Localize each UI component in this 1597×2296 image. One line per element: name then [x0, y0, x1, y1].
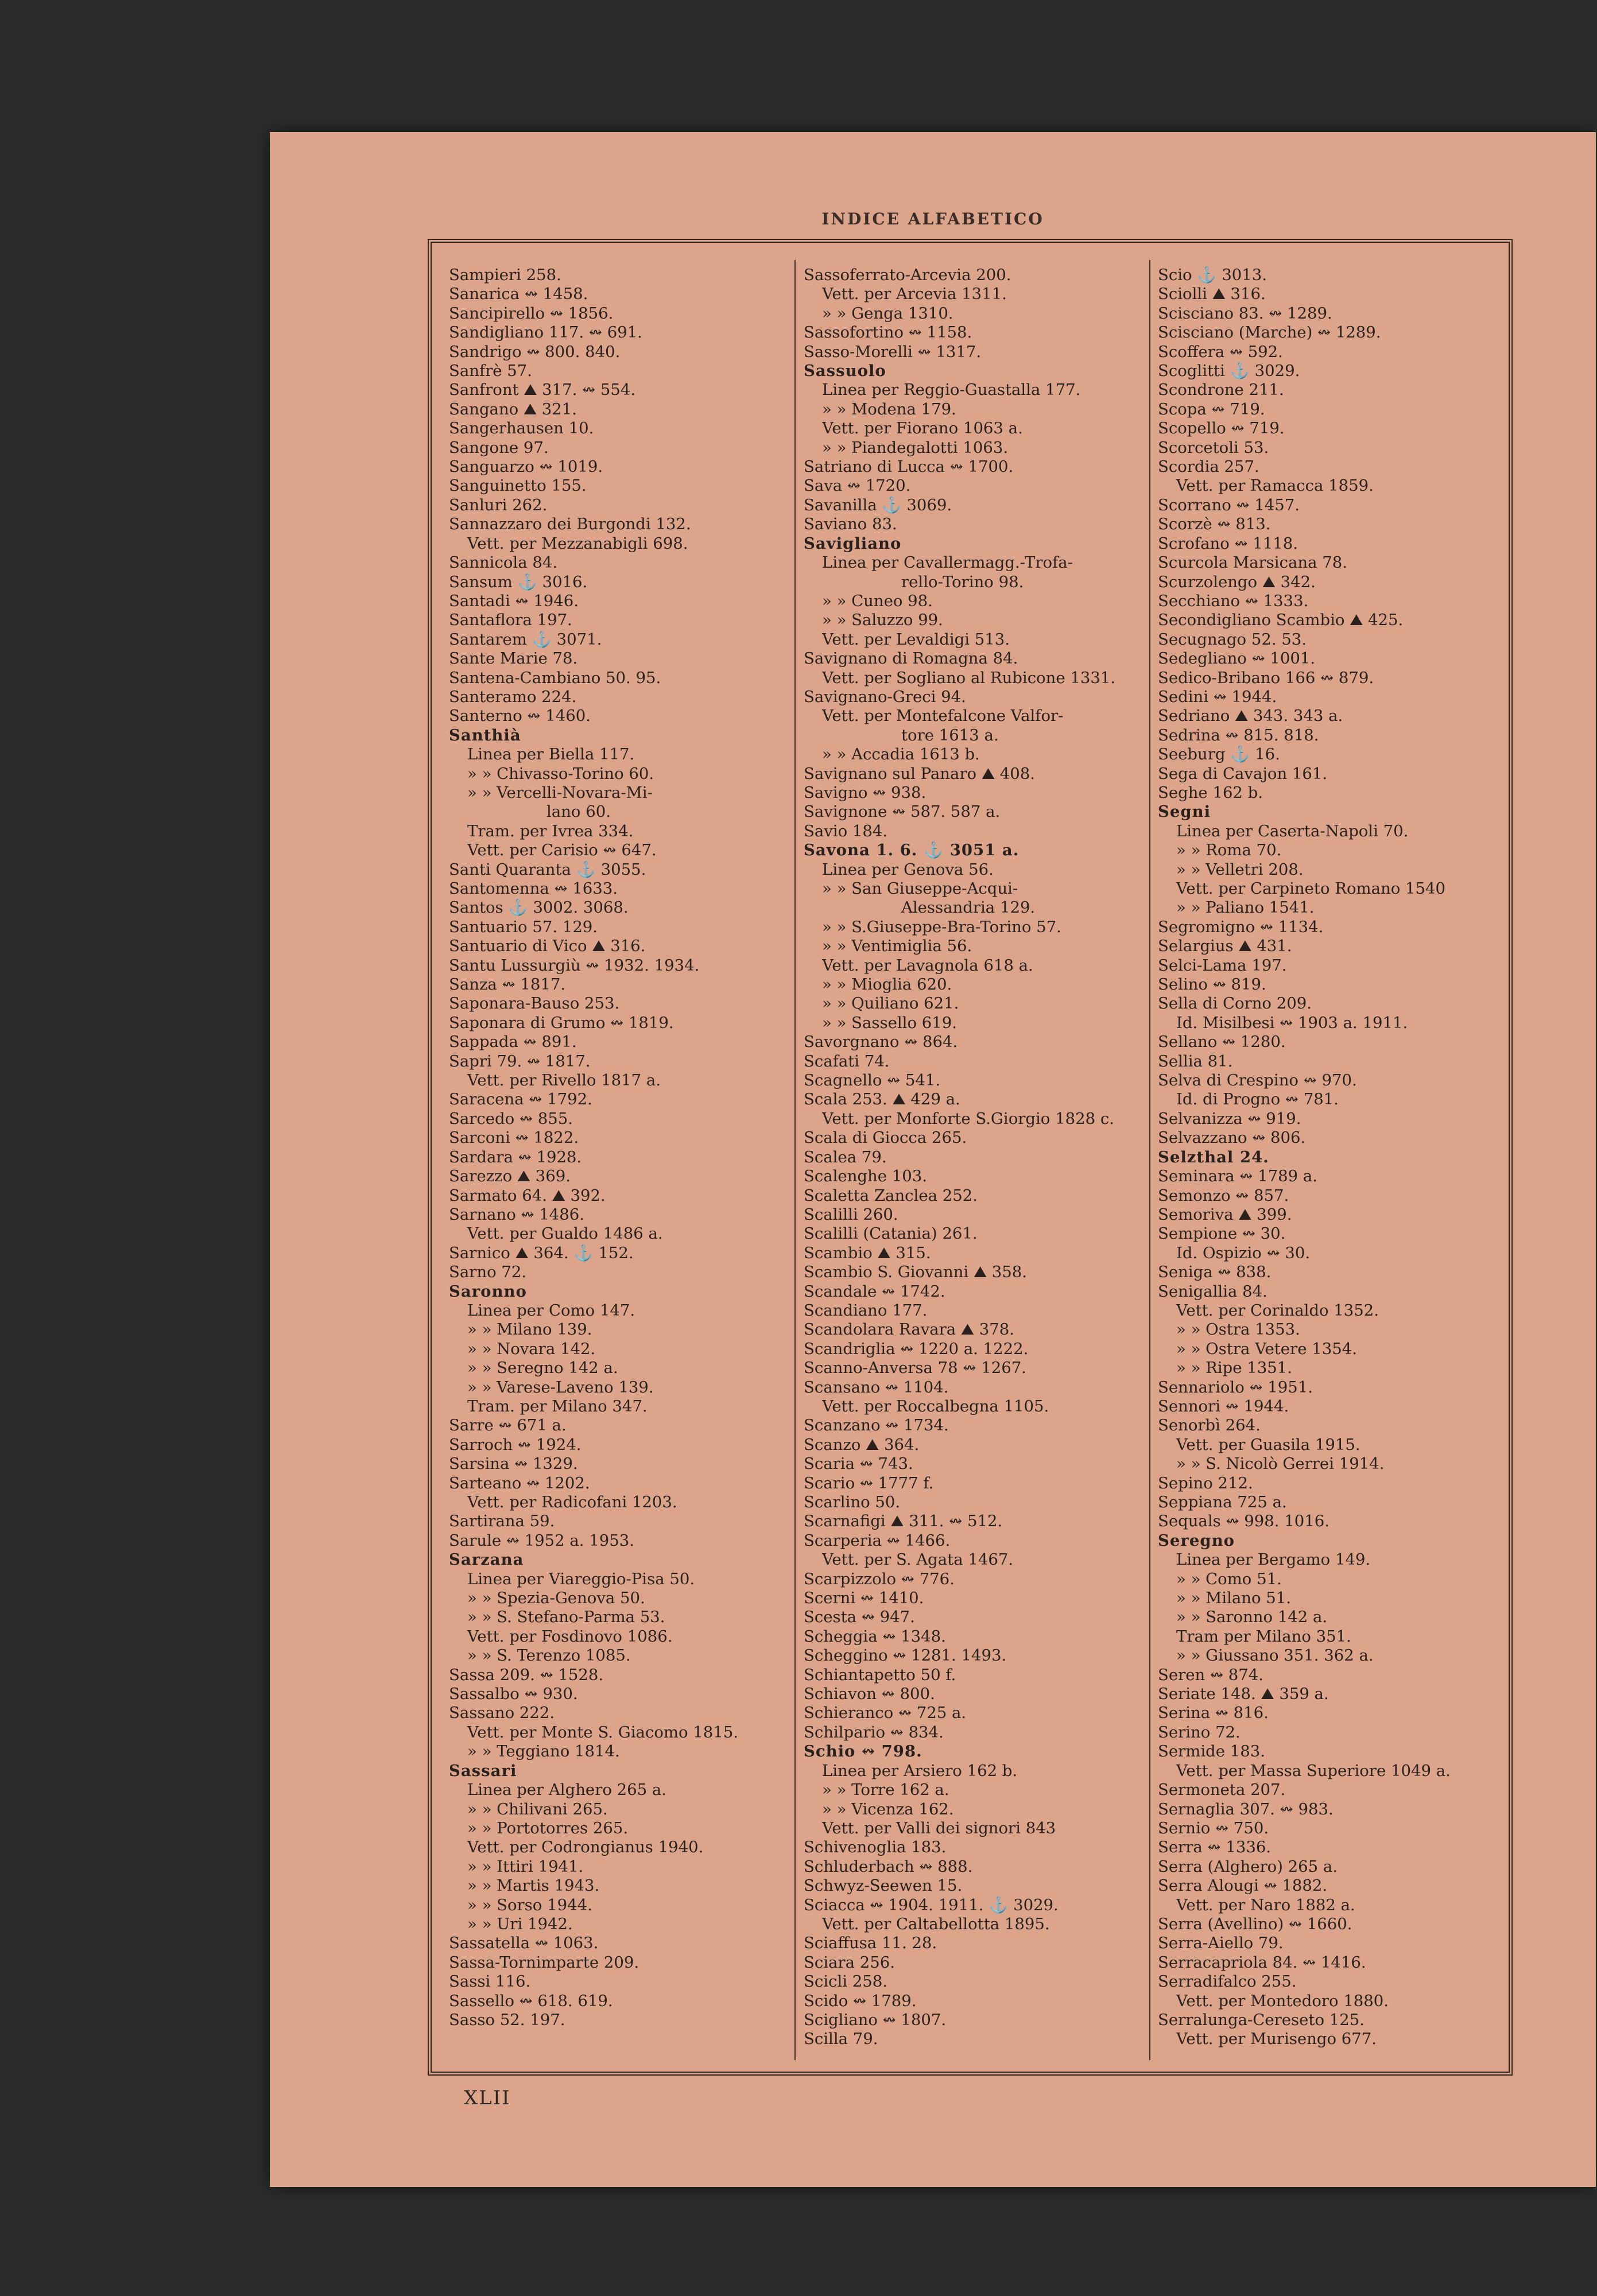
index-entry: Sanfrè 57. [449, 362, 533, 381]
index-entry: Sandigliano 117. ↭ 691. [449, 323, 642, 342]
index-entry: Sarnano ↭ 1486. [449, 1205, 585, 1224]
index-entry: Vett. per Mezzanabigli 698. [467, 534, 688, 553]
index-entry: Scambio ⛰ 315. [804, 1243, 931, 1262]
index-heading: Saronno [449, 1282, 527, 1301]
index-entry: Alessandria 129. [901, 898, 1036, 917]
index-entry: Id. di Progno ↭ 781. [1176, 1090, 1339, 1109]
index-entry: » » Milano 139. [467, 1320, 592, 1339]
index-entry: Secchiano ↭ 1333. [1158, 591, 1309, 610]
index-entry: Santos ⚓ 3002. 3068. [449, 898, 629, 917]
index-entry: tore 1613 a. [901, 726, 999, 744]
index-entry: Vett. per Levaldigi 513. [822, 630, 1010, 649]
index-entry: » » Ventimiglia 56. [822, 937, 972, 956]
index-entry: » » Mioglia 620. [822, 975, 952, 994]
index-entry: Sassa 209. ↭ 1528. [449, 1665, 604, 1684]
index-entry: Scondrone 211. [1158, 381, 1284, 400]
index-entry: » » Saluzzo 99. [822, 611, 943, 630]
index-entry: Scandale ↭ 1742. [804, 1282, 945, 1301]
index-entry: » » Varese-Laveno 139. [467, 1378, 654, 1397]
index-entry: Scisciano (Marche) ↭ 1289. [1158, 323, 1381, 342]
index-entry: Scurcola Marsicana 78. [1158, 553, 1347, 572]
index-entry: » » Piandegalotti 1063. [822, 438, 1009, 457]
index-entry: Santadi ↭ 1946. [449, 591, 579, 610]
index-heading: Savigliano [804, 534, 902, 553]
index-entry: Sarnico ⛰ 364. ⚓ 152. [449, 1243, 634, 1262]
index-entry: Santaflora 197. [449, 611, 572, 630]
index-entry: » » Torre 162 a. [822, 1781, 949, 1799]
index-entry: Tram. per Milano 347. [467, 1397, 648, 1415]
index-entry: Sedrina ↭ 815. 818. [1158, 726, 1319, 744]
index-entry: Scala 253. ⛰ 429 a. [804, 1090, 960, 1109]
index-entry: Sassello ↭ 618. 619. [449, 1991, 613, 2010]
index-entry: Scarnafigi ⛰ 311. ↭ 512. [804, 1512, 1003, 1531]
index-entry: Vett. per Rivello 1817 a. [467, 1071, 661, 1090]
index-entry: » » Quiliano 621. [822, 994, 959, 1013]
index-entry: Sarre ↭ 671 a. [449, 1416, 567, 1435]
index-entry: Selargius ⛰ 431. [1158, 937, 1292, 956]
index-entry: Sarroch ↭ 1924. [449, 1435, 582, 1454]
index-entry: lano 60. [546, 802, 611, 821]
index-entry: » » Saronno 142 a. [1176, 1608, 1328, 1627]
index-entry: Linea per Caserta-Napoli 70. [1176, 821, 1409, 840]
index-entry: Scalilli 260. [804, 1205, 898, 1224]
index-entry: Seminara ↭ 1789 a. [1158, 1167, 1318, 1186]
index-entry: Serra ↭ 1336. [1158, 1838, 1272, 1857]
index-entry: » » Portotorres 265. [467, 1818, 629, 1837]
index-entry: » » Uri 1942. [467, 1914, 573, 1933]
index-heading: Santhià [449, 726, 521, 744]
index-entry: Serra (Alghero) 265 a. [1158, 1857, 1338, 1876]
index-entry: Serina ↭ 816. [1158, 1704, 1269, 1723]
index-entry: Sciaffusa 11. 28. [804, 1934, 937, 1953]
index-entry: Savanilla ⚓ 3069. [804, 495, 952, 514]
index-entry: Vett. per Ramacca 1859. [1176, 476, 1374, 495]
index-entry: Linea per Reggio-Guastalla 177. [822, 381, 1081, 400]
index-entry: Vett. per Montedoro 1880. [1176, 1991, 1389, 2010]
index-entry: Linea per Genova 56. [822, 860, 994, 879]
index-entry: Sannazzaro dei Burgondi 132. [449, 515, 691, 534]
index-entry: » » Milano 51. [1176, 1589, 1292, 1608]
index-entry: Sarmato 64. ⛰ 392. [449, 1186, 606, 1205]
index-entry: Vett. per Arcevia 1311. [822, 285, 1007, 304]
index-entry: Vett. per Guasila 1915. [1176, 1435, 1360, 1454]
index-entry: Vett. per Fosdinovo 1086. [467, 1627, 673, 1646]
index-entry: Saviano 83. [804, 515, 897, 534]
index-entry: Serradifalco 255. [1158, 1972, 1297, 1991]
index-entry: Scarpizzolo ↭ 776. [804, 1569, 955, 1588]
index-entry: Savio 184. [804, 821, 888, 840]
index-entry: Vett. per Massa Superiore 1049 a. [1176, 1761, 1451, 1780]
index-entry: Linea per Como 147. [467, 1301, 635, 1320]
index-entry: Scaria ↭ 743. [804, 1455, 913, 1473]
index-entry: Santarem ⚓ 3071. [449, 630, 602, 649]
index-entry: Sanguinetto 155. [449, 476, 587, 495]
index-entry: Vett. per Fiorano 1063 a. [822, 419, 1023, 438]
index-entry: Schilpario ↭ 834. [804, 1723, 944, 1742]
index-entry: » » Spezia-Genova 50. [467, 1589, 645, 1608]
index-entry: » » Vercelli-Novara-Mi- [467, 783, 653, 802]
index-entry: Sempione ↭ 30. [1158, 1224, 1286, 1243]
index-entry: Savignano di Romagna 84. [804, 649, 1018, 668]
index-entry: » » S. Nicolò Gerrei 1914. [1176, 1455, 1385, 1473]
index-entry: Scisciano 83. ↭ 1289. [1158, 304, 1332, 323]
index-entry: Linea per Viareggio-Pisa 50. [467, 1569, 695, 1588]
index-entry: Sarezzo ⛰ 369. [449, 1167, 571, 1186]
index-entry: Sellano ↭ 1280. [1158, 1033, 1286, 1052]
index-entry: » » Roma 70. [1176, 841, 1282, 860]
index-entry: Sannicola 84. [449, 553, 558, 572]
index-entry: » » Modena 179. [822, 400, 956, 418]
index-entry: » » San Giuseppe-Acqui- [822, 879, 1018, 898]
index-entry: Serino 72. [1158, 1723, 1241, 1742]
index-entry: Sedico-Bribano 166 ↭ 879. [1158, 668, 1374, 687]
index-entry: Selvanizza ↭ 919. [1158, 1109, 1301, 1128]
index-entry: Scopa ↭ 719. [1158, 400, 1265, 418]
index-entry: Scicli 258. [804, 1972, 887, 1991]
index-entry: Sennori ↭ 1944. [1158, 1397, 1289, 1415]
index-entry: Saponara di Grumo ↭ 1819. [449, 1013, 674, 1032]
index-entry: Sartirana 59. [449, 1512, 555, 1531]
index-entry: Sedriano ⛰ 343. 343 a. [1158, 707, 1343, 726]
index-entry: Sassi 116. [449, 1972, 531, 1991]
page-number: XLII [464, 2086, 511, 2109]
index-entry: Sansum ⚓ 3016. [449, 572, 588, 591]
index-entry: Scido ↭ 1789. [804, 1991, 917, 2010]
index-entry: Scoffera ↭ 592. [1158, 342, 1283, 361]
index-entry: » » Paliano 1541. [1176, 898, 1315, 917]
index-entry: Scalea 79. [804, 1147, 887, 1166]
index-entry: » » S. Stefano-Parma 53. [467, 1608, 665, 1627]
index-entry: Vett. per Corinaldo 1352. [1176, 1301, 1379, 1320]
index-entry: Scalenghe 103. [804, 1167, 927, 1186]
index-entry: Scanno-Anversa 78 ↭ 1267. [804, 1359, 1026, 1378]
index-entry: Scanzo ⛰ 364. [804, 1435, 920, 1454]
index-heading: Selzthal 24. [1158, 1147, 1269, 1166]
index-entry: » » Sassello 619. [822, 1013, 957, 1032]
index-entry: Serra Alougi ↭ 1882. [1158, 1876, 1328, 1895]
index-entry: Sappada ↭ 891. [449, 1033, 577, 1052]
index-entry: Sancipirello ↭ 1856. [449, 304, 614, 323]
index-entry: » » Chilivani 265. [467, 1799, 608, 1818]
column-rule [794, 260, 796, 2060]
index-entry: » » Accadia 1613 b. [822, 745, 980, 764]
index-entry: Seren ↭ 874. [1158, 1665, 1264, 1684]
index-entry: » » Como 51. [1176, 1569, 1282, 1588]
index-frame [428, 239, 1513, 2076]
index-entry: Scrofano ↭ 1118. [1158, 534, 1298, 553]
index-entry: Scarperia ↭ 1466. [804, 1531, 951, 1550]
index-entry: Santuario di Vico ⛰ 316. [449, 937, 646, 956]
index-entry: Secugnago 52. 53. [1158, 630, 1307, 649]
index-entry: Scesta ↭ 947. [804, 1608, 915, 1627]
index-entry: Sega di Cavajon 161. [1158, 764, 1328, 783]
index-entry: Scandiano 177. [804, 1301, 928, 1320]
index-entry: Scerni ↭ 1410. [804, 1589, 924, 1608]
index-entry: » » Teggiano 1814. [467, 1742, 620, 1761]
index-entry: » » Ostra 1353. [1176, 1320, 1300, 1339]
index-entry: Sava ↭ 1720. [804, 476, 911, 495]
index-heading: Seregno [1158, 1531, 1235, 1550]
index-entry: Vett. per Lavagnola 618 a. [822, 956, 1033, 975]
index-entry: Scorrano ↭ 1457. [1158, 495, 1300, 514]
index-column-2 [804, 266, 1142, 2060]
index-entry: Sarsina ↭ 1329. [449, 1455, 578, 1473]
index-entry: Santena-Cambiano 50. 95. [449, 668, 661, 687]
index-entry: Scorcetoli 53. [1158, 438, 1269, 457]
index-entry: Satriano di Lucca ↭ 1700. [804, 457, 1014, 476]
index-entry: Sarteano ↭ 1202. [449, 1473, 590, 1492]
index-entry: Vett. per S. Agata 1467. [822, 1550, 1014, 1569]
index-entry: Scoglitti ⚓ 3029. [1158, 362, 1300, 381]
index-entry: Sangone 97. [449, 438, 549, 457]
index-entry: Santeramo 224. [449, 687, 577, 706]
index-entry: » » Ittiri 1941. [467, 1857, 584, 1876]
index-entry: Sanarica ↭ 1458. [449, 285, 588, 304]
column-rule [1149, 260, 1150, 2060]
index-entry: Scheggia ↭ 1348. [804, 1627, 946, 1646]
index-entry: Linea per Arsiero 162 b. [822, 1761, 1018, 1780]
index-entry: » » Genga 1310. [822, 304, 953, 323]
index-entry: Saponara-Bauso 253. [449, 994, 620, 1013]
index-entry: Vett. per Radicofani 1203. [467, 1493, 677, 1511]
index-entry: Sasso-Morelli ↭ 1317. [804, 342, 982, 361]
index-entry: Scario ↭ 1777 f. [804, 1473, 934, 1492]
book-page [270, 132, 1596, 2187]
index-entry: Selino ↭ 819. [1158, 975, 1266, 994]
index-entry: Savignano sul Panaro ⛰ 408. [804, 764, 1035, 783]
index-entry: Savignone ↭ 587. 587 a. [804, 802, 1001, 821]
index-entry: » » Ripe 1351. [1176, 1359, 1292, 1378]
index-entry: » » Ostra Vetere 1354. [1176, 1339, 1357, 1358]
index-entry: Santerno ↭ 1460. [449, 707, 591, 726]
index-entry: Serra (Avellino) ↭ 1660. [1158, 1914, 1352, 1933]
index-entry: » » Martis 1943. [467, 1876, 600, 1895]
index-entry: Sassatella ↭ 1063. [449, 1934, 599, 1953]
index-entry: Sangerhausen 10. [449, 419, 594, 438]
index-entry: Sciara 256. [804, 1953, 895, 1972]
index-entry: Senorbì 264. [1158, 1416, 1261, 1435]
index-entry: Serracapriola 84. ↭ 1416. [1158, 1953, 1366, 1972]
index-entry: Scambio S. Giovanni ⛰ 358. [804, 1263, 1028, 1282]
index-heading: Sarzana [449, 1550, 524, 1569]
index-entry: Vett. per Carpineto Romano 1540 [1176, 879, 1446, 898]
index-entry: Saracena ↭ 1792. [449, 1090, 592, 1109]
index-entry: Scala di Giocca 265. [804, 1128, 967, 1147]
index-entry: Scio ⚓ 3013. [1158, 266, 1267, 284]
index-entry: Sampieri 258. [449, 266, 561, 284]
index-entry: Sanluri 262. [449, 495, 548, 514]
index-heading: Schio ↭ 798. [804, 1742, 922, 1761]
index-entry: Scafati 74. [804, 1052, 890, 1071]
index-entry: Sanza ↭ 1817. [449, 975, 566, 994]
index-entry: Sandrigo ↭ 800. 840. [449, 342, 621, 361]
index-entry: Serralunga-Cereseto 125. [1158, 2010, 1365, 2029]
index-entry: Scarlino 50. [804, 1493, 901, 1511]
index-entry: Sapri 79. ↭ 1817. [449, 1052, 591, 1071]
index-entry: Sermide 183. [1158, 1742, 1265, 1761]
index-entry: Sella di Corno 209. [1158, 994, 1312, 1013]
index-entry: Vett. per Codrongianus 1940. [467, 1838, 704, 1857]
index-entry: Vett. per Roccalbegna 1105. [822, 1397, 1049, 1415]
index-entry: Scalilli (Catania) 261. [804, 1224, 978, 1243]
index-entry: Linea per Cavallermagg.-Trofa- [822, 553, 1073, 572]
index-entry: Savigno ↭ 938. [804, 783, 927, 802]
index-heading: Segni [1158, 802, 1211, 821]
index-entry: Senigallia 84. [1158, 1282, 1267, 1301]
index-entry: » » Novara 142. [467, 1339, 596, 1358]
index-entry: Vett. per Caltabellotta 1895. [822, 1914, 1050, 1933]
index-heading: Sassuolo [804, 362, 886, 381]
index-entry: rello-Torino 98. [901, 572, 1024, 591]
index-entry: » » Sorso 1944. [467, 1895, 592, 1914]
index-entry: Sassalbo ↭ 930. [449, 1685, 578, 1704]
index-entry: » » S.Giuseppe-Bra-Torino 57. [822, 917, 1061, 936]
index-entry: Seniga ↭ 838. [1158, 1263, 1272, 1282]
index-entry: Sellia 81. [1158, 1052, 1233, 1071]
index-entry: Tram per Milano 351. [1176, 1627, 1351, 1646]
index-entry: Sangano ⛰ 321. [449, 400, 577, 418]
index-entry: Scanzano ↭ 1734. [804, 1416, 949, 1435]
index-entry: Sciolli ⛰ 316. [1158, 285, 1266, 304]
index-entry: Scaletta Zanclea 252. [804, 1186, 978, 1205]
index-entry: Scigliano ↭ 1807. [804, 2010, 947, 2029]
index-entry: Sedegliano ↭ 1001. [1158, 649, 1316, 668]
index-entry: Scorzè ↭ 813. [1158, 515, 1271, 534]
index-entry: Serra-Aiello 79. [1158, 1934, 1284, 1953]
index-entry: » » Velletri 208. [1176, 860, 1304, 879]
index-entry: Schwyz-Seewen 15. [804, 1876, 963, 1895]
index-entry: Linea per Bergamo 149. [1176, 1550, 1371, 1569]
index-entry: Vett. per Gualdo 1486 a. [467, 1224, 663, 1243]
index-heading: Sassari [449, 1761, 517, 1780]
index-entry: Vett. per Monforte S.Giorgio 1828 c. [822, 1109, 1114, 1128]
index-entry: Santu Lussurgiù ↭ 1932. 1934. [449, 956, 700, 975]
index-entry: Scandriglia ↭ 1220 a. 1222. [804, 1339, 1029, 1358]
index-entry: Scopello ↭ 719. [1158, 419, 1285, 438]
index-entry: Semoriva ⛰ 399. [1158, 1205, 1292, 1224]
index-entry: Id. Misilbesi ↭ 1903 a. 1911. [1176, 1013, 1408, 1032]
index-entry: » » Giussano 351. 362 a. [1176, 1646, 1374, 1665]
index-heading: Savona 1. 6. ⚓ 3051 a. [804, 841, 1020, 860]
page-header: INDICE ALFABETICO [821, 210, 1044, 228]
index-entry: Schieranco ↭ 725 a. [804, 1704, 967, 1723]
index-entry: Semonzo ↭ 857. [1158, 1186, 1289, 1205]
index-entry: Selci-Lama 197. [1158, 956, 1287, 975]
index-entry: Segromigno ↭ 1134. [1158, 917, 1324, 936]
index-entry: Vett. per Sogliano al Rubicone 1331. [822, 668, 1116, 687]
index-entry: Vett. per Montefalcone Valfor- [822, 707, 1064, 726]
index-entry: Sasso 52. 197. [449, 2010, 565, 2029]
index-entry: Selva di Crespino ↭ 970. [1158, 1071, 1357, 1090]
index-entry: Sanguarzo ↭ 1019. [449, 457, 603, 476]
index-entry: Schivenoglia 183. [804, 1838, 947, 1857]
index-entry: Selvazzano ↭ 806. [1158, 1128, 1306, 1147]
index-entry: Scandolara Ravara ⛰ 378. [804, 1320, 1014, 1339]
index-entry: » » Seregno 142 a. [467, 1359, 618, 1378]
index-entry: Schiantapetto 50 f. [804, 1665, 956, 1684]
index-entry: Sermoneta 207. [1158, 1781, 1286, 1799]
index-entry: Santomenna ↭ 1633. [449, 879, 618, 898]
index-entry: Sarconi ↭ 1822. [449, 1128, 579, 1147]
index-entry: Sassano 222. [449, 1704, 555, 1723]
index-entry: Sardara ↭ 1928. [449, 1147, 582, 1166]
index-entry: Santuario 57. 129. [449, 917, 598, 936]
index-entry: Sassa-Tornimparte 209. [449, 1953, 639, 1972]
index-entry: Scurzolengo ⛰ 342. [1158, 572, 1316, 591]
index-entry: Secondigliano Scambio ⛰ 425. [1158, 611, 1404, 630]
index-entry: Vett. per Murisengo 677. [1176, 2030, 1377, 2049]
index-entry: Schluderbach ↭ 888. [804, 1857, 973, 1876]
index-entry: Sarule ↭ 1952 a. 1953. [449, 1531, 635, 1550]
index-entry: Seghe 162 b. [1158, 783, 1263, 802]
index-entry: Sassofortino ↭ 1158. [804, 323, 972, 342]
index-entry: Linea per Alghero 265 a. [467, 1781, 666, 1799]
index-entry: Sequals ↭ 998. 1016. [1158, 1512, 1329, 1531]
index-entry: Sernio ↭ 750. [1158, 1818, 1269, 1837]
index-entry: Seeburg ⚓ 16. [1158, 745, 1280, 764]
index-entry: Vett. per Valli dei signori 843 [822, 1818, 1056, 1837]
index-entry: Id. Ospizio ↭ 30. [1176, 1243, 1311, 1262]
index-entry: » » Chivasso-Torino 60. [467, 764, 654, 783]
index-entry: Sciacca ↭ 1904. 1911. ⚓ 3029. [804, 1895, 1059, 1914]
index-entry: Sepino 212. [1158, 1473, 1253, 1492]
index-entry: Scagnello ↭ 541. [804, 1071, 941, 1090]
index-entry: Seppiana 725 a. [1158, 1493, 1287, 1511]
index-entry: Vett. per Carisio ↭ 647. [467, 841, 657, 860]
index-entry: Savorgnano ↭ 864. [804, 1033, 958, 1052]
index-entry: Linea per Biella 117. [467, 745, 635, 764]
index-entry: Vett. per Monte S. Giacomo 1815. [467, 1723, 739, 1742]
index-column-1 [449, 266, 788, 2060]
index-entry: Schiavon ↭ 800. [804, 1685, 935, 1704]
index-entry: Sarno 72. [449, 1263, 527, 1282]
index-entry: » » S. Terenzo 1085. [467, 1646, 631, 1665]
index-entry: Tram. per Ivrea 334. [467, 821, 634, 840]
index-entry: Sarcedo ↭ 855. [449, 1109, 573, 1128]
index-entry: Sante Marie 78. [449, 649, 578, 668]
index-entry: Vett. per Naro 1882 a. [1176, 1895, 1355, 1914]
index-entry: Scordia 257. [1158, 457, 1259, 476]
index-entry: Sernaglia 307. ↭ 983. [1158, 1799, 1334, 1818]
index-entry: Sennariolo ↭ 1951. [1158, 1378, 1313, 1397]
index-entry: » » Cuneo 98. [822, 591, 933, 610]
index-entry: Savignano-Greci 94. [804, 687, 966, 706]
index-entry: Scheggino ↭ 1281. 1493. [804, 1646, 1007, 1665]
index-entry: Sassoferrato-Arcevia 200. [804, 266, 1011, 284]
index-entry: Scansano ↭ 1104. [804, 1378, 949, 1397]
index-entry: » » Vicenza 162. [822, 1799, 954, 1818]
index-entry: Seriate 148. ⛰ 359 a. [1158, 1685, 1329, 1704]
index-entry: Sedini ↭ 1944. [1158, 687, 1277, 706]
index-entry: Sanfront ⛰ 317. ↭ 554. [449, 381, 636, 400]
index-entry: Santi Quaranta ⚓ 3055. [449, 860, 646, 879]
index-entry: Scilla 79. [804, 2030, 878, 2049]
index-column-3 [1158, 266, 1502, 2060]
